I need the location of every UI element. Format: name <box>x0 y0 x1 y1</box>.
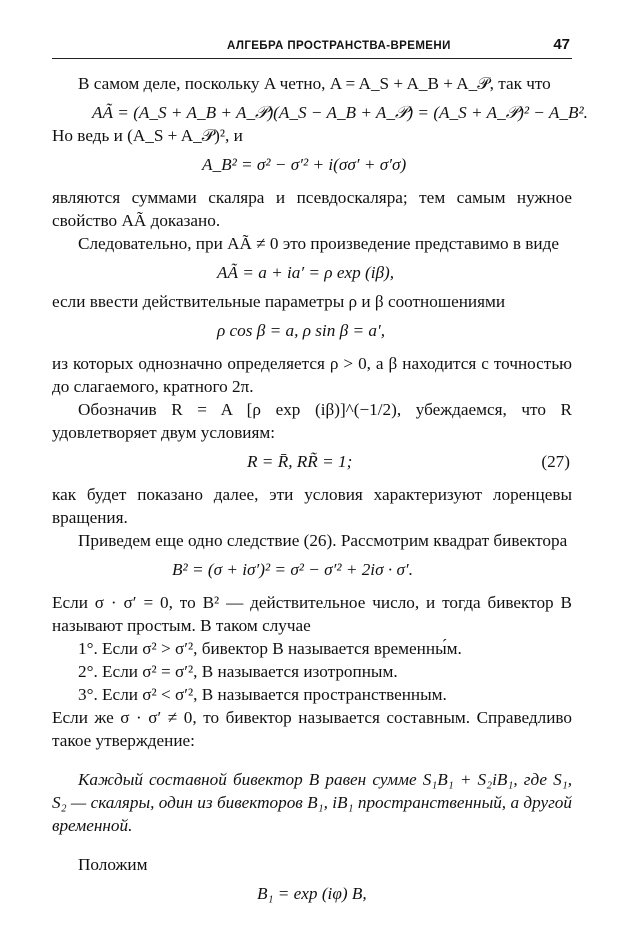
list-item-3: 3°. Если σ² < σ′², B называется пространственным. <box>78 685 447 704</box>
paragraph-4: Следовательно, при AÃ ≠ 0 это произведение представимо в виде <box>78 234 559 253</box>
paragraph-7: Обозначив R = A [ρ exp (iβ)]^(−1/2), убеждаемся, что R удовлетворяет двум условиям: <box>52 400 572 442</box>
equation-5: R = R̄, RR̃ = 1; <box>247 452 353 471</box>
page-header <box>52 32 572 59</box>
paragraph-8: как будет показано далее, эти условия характеризуют лоренцевы вращения. <box>52 485 572 527</box>
paragraph-11: Если же σ · σ′ ≠ 0, то бивектор называется составным. Справедливо такое утверждение: <box>52 708 572 750</box>
equation-1: AÃ = (A_S + A_B + A_𝒫)(A_S − A_B + A_𝒫) = (A_S + A_𝒫)² − A_B². <box>92 103 588 122</box>
theorem-statement: Каждый составной бивектор B равен сумме S₁B₁ + S₂iB₁, где S₁, S₂ — скаляры, один из бивекторов B₁, iB₁ пространственный, а другой временной. <box>52 770 572 835</box>
equation-3: AÃ = a + ia′ = ρ exp (iβ), <box>217 263 395 282</box>
page-body <box>52 72 588 905</box>
equation-2: A_B² = σ² − σ′² + i(σσ′ + σ′σ) <box>202 155 407 174</box>
running-title: АЛГЕБРА ПРОСТРАНСТВА-ВРЕМЕНИ <box>227 40 451 52</box>
paragraph-10: Если σ · σ′ = 0, то B² — действительное число, и тогда бивектор B называют простым. В таком случае <box>52 593 572 635</box>
equation-7: B₁ = exp (iφ) B, <box>257 884 367 903</box>
paragraph-12: Положим <box>78 855 148 874</box>
paragraph-3: являются суммами скаляра и псевдоскаляра; тем самым нужное свойство AÃ доказано. <box>52 188 572 230</box>
paragraph-2: Но ведь и (A_S + A_𝒫)², и <box>52 126 243 145</box>
book-page <box>52 0 588 945</box>
paragraph-1: В самом деле, поскольку A четно, A = A_S + A_B + A_𝒫, так что <box>78 74 551 93</box>
paragraph-5: если ввести действительные параметры ρ и β соотношениями <box>52 292 506 311</box>
equation-6: B² = (σ + iσ′)² = σ² − σ′² + 2iσ · σ′. <box>172 560 413 579</box>
equation-number-27: (27) <box>541 452 570 471</box>
equation-5-row <box>52 450 572 473</box>
equation-4: ρ cos β = a, ρ sin β = a′, <box>217 321 385 340</box>
paragraph-6: из которых однозначно определяется ρ > 0, а β находится с точностью до слагаемого, кратного 2π. <box>52 354 572 396</box>
list-item-2: 2°. Если σ² = σ′², B называется изотропным. <box>78 662 398 681</box>
paragraph-9: Приведем еще одно следствие (26). Рассмотрим квадрат бивектора <box>78 531 568 550</box>
list-item-1: 1°. Если σ² > σ′², бивектор B называется временны́м. <box>78 639 462 658</box>
page-number: 47 <box>553 36 570 53</box>
